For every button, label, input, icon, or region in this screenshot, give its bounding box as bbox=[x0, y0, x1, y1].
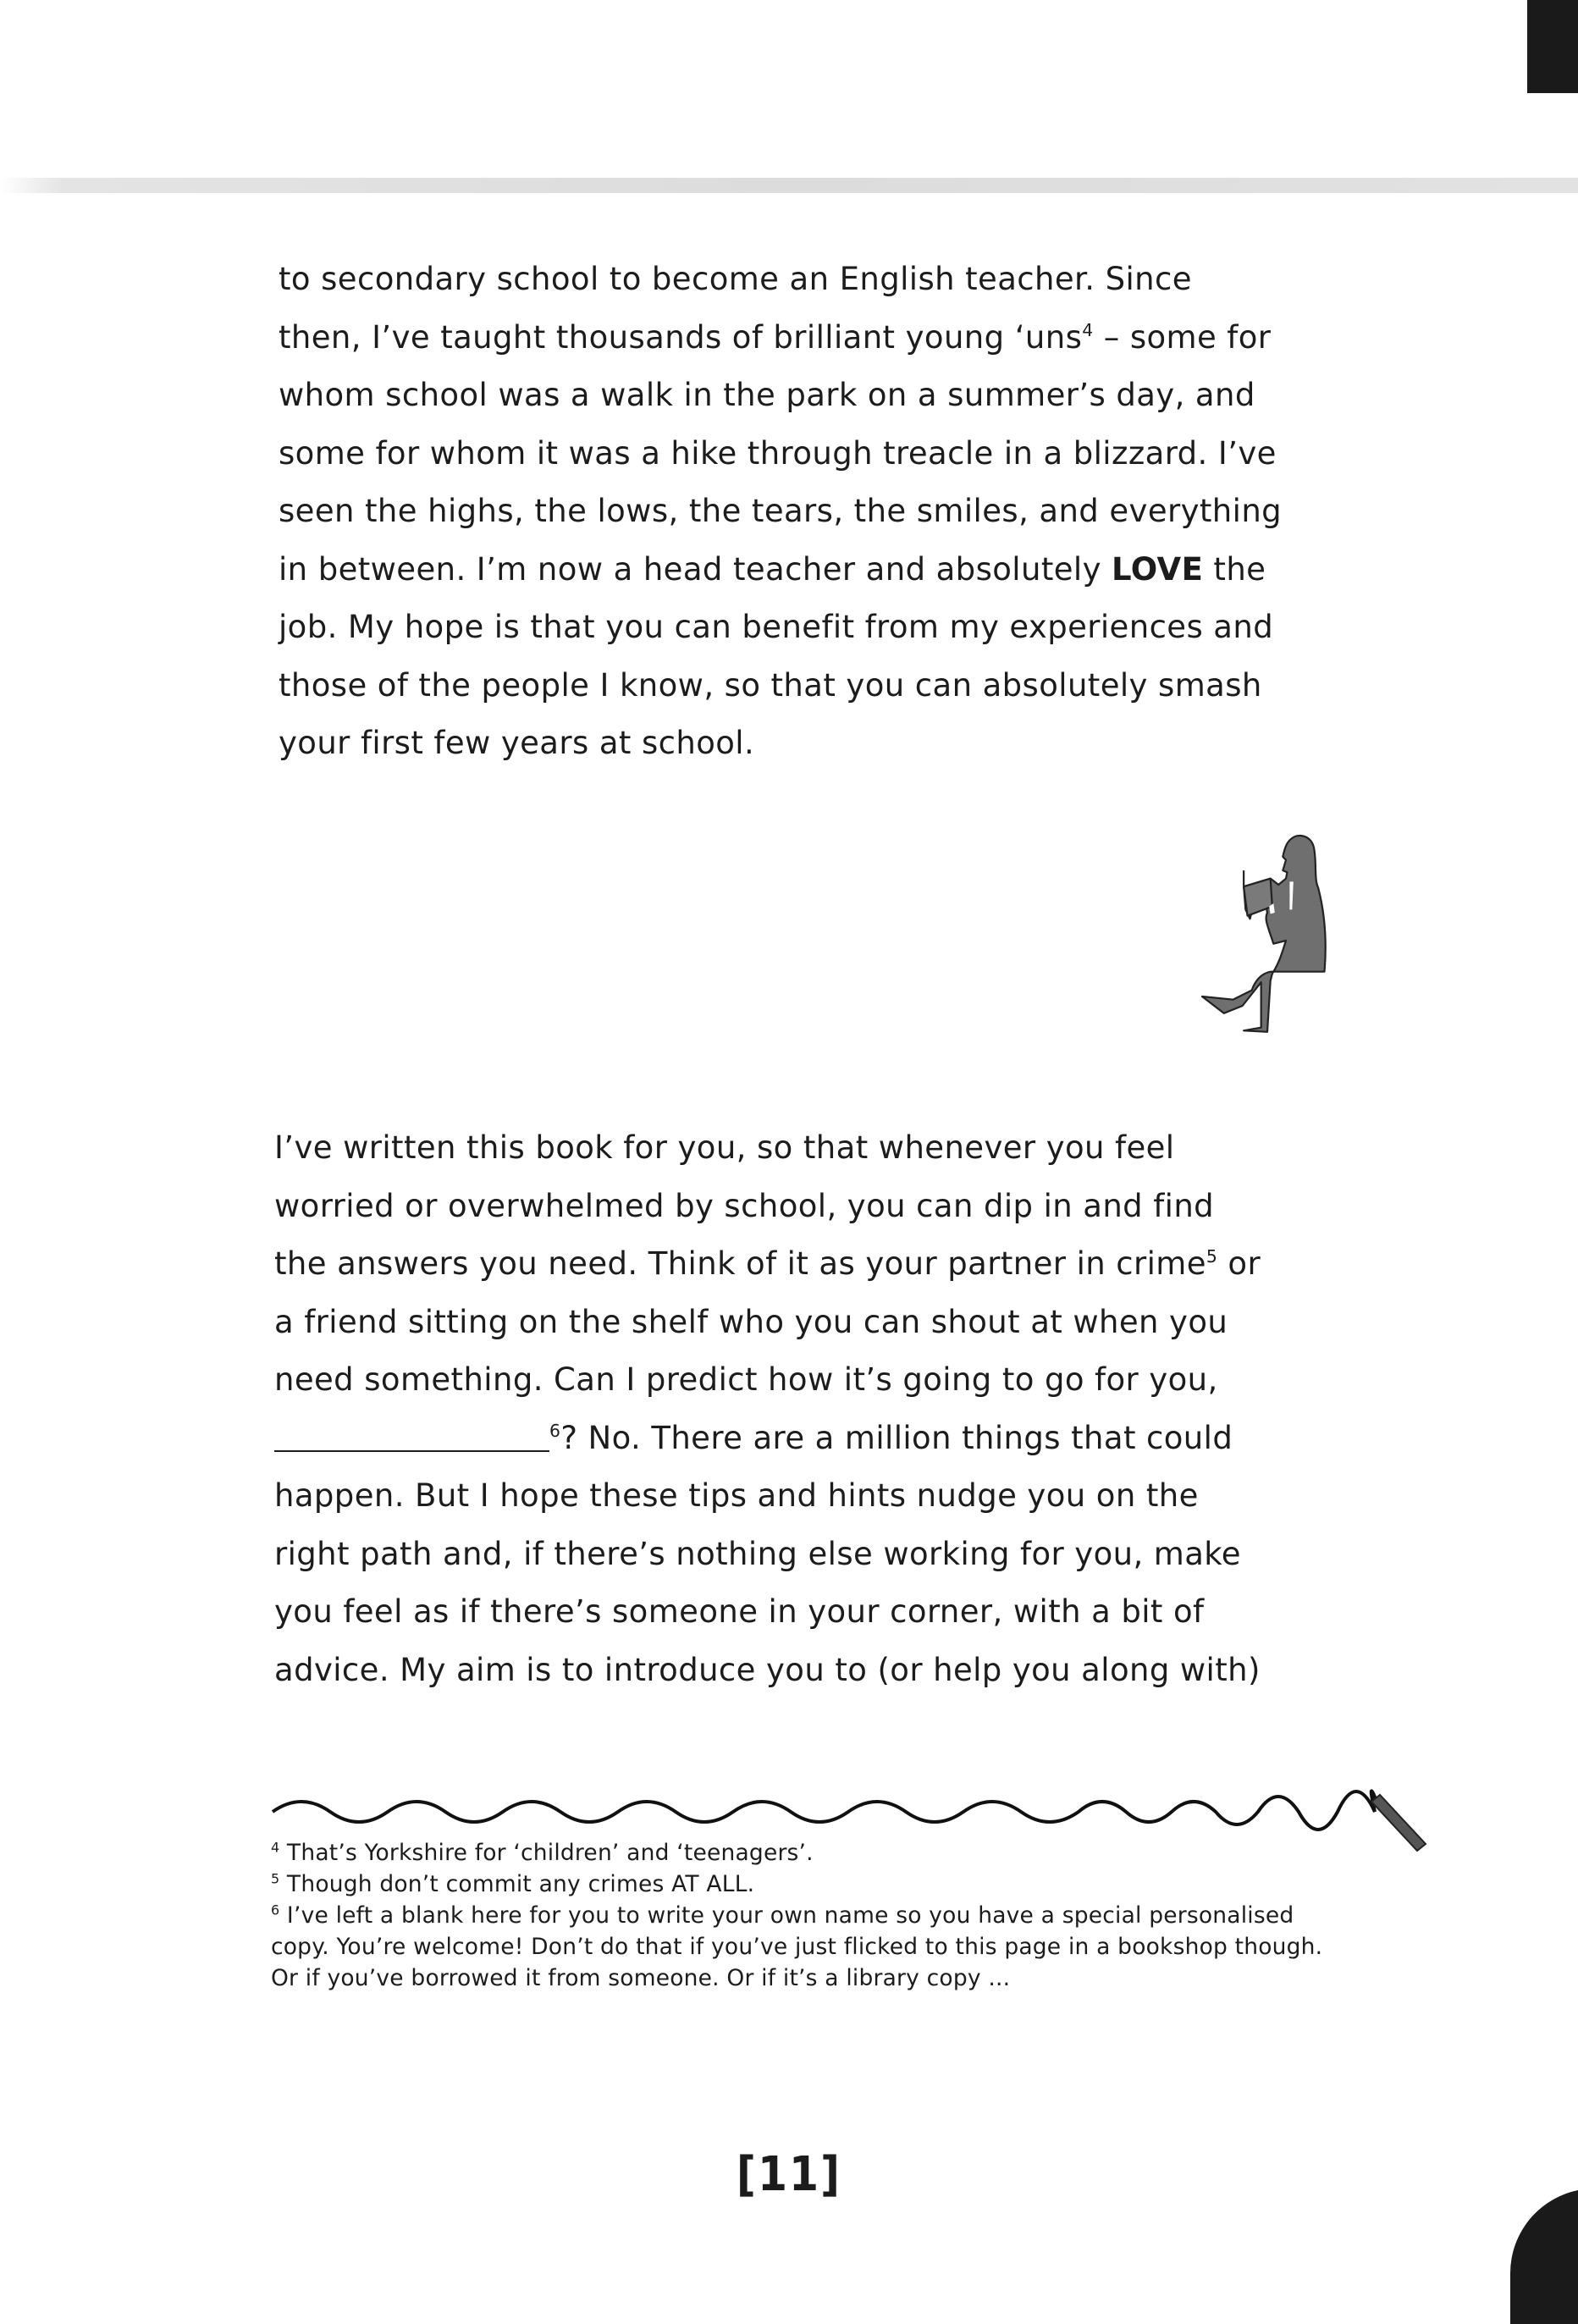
text: ? No. There are a million things that could bbox=[560, 1419, 1233, 1456]
footnote-number: 4 bbox=[271, 1839, 280, 1856]
text-line bbox=[279, 541, 1282, 599]
footnote-ref-4: 4 bbox=[1082, 319, 1094, 340]
text-line: some for whom it was a hike through treacle in a blizzard. I’ve bbox=[279, 434, 1277, 472]
text-line: to secondary school to become an English teacher. Since bbox=[279, 261, 1192, 297]
text-line: need something. Can I predict how it’s going to go for you, bbox=[274, 1361, 1218, 1398]
text-line: I’ve written this book for you, so that whenever you feel bbox=[274, 1129, 1175, 1166]
pencil-icon bbox=[1371, 1795, 1426, 1851]
text-line: happen. But I hope these tips and hints nudge you on the bbox=[274, 1477, 1199, 1514]
text-line: job. My hope is that you can benefit from my experiences and bbox=[279, 609, 1274, 645]
body-paragraph-2 bbox=[274, 1119, 1261, 1699]
emphasis-love: LOVE bbox=[1112, 550, 1204, 588]
text: the bbox=[1203, 550, 1266, 588]
footnote-number: 5 bbox=[271, 1870, 280, 1887]
footnote-text: I’ve left a blank here for you to write your own name so you have a special personalised copy. You’re welcome! Don’t do that if you’ve just flicked to this page in a bookshop though. Or if you’ve borrowed it from someone. Or if it’s a library copy ... bbox=[271, 1902, 1323, 1991]
text: then, I’ve taught thousands of brilliant young ‘uns bbox=[279, 318, 1083, 356]
text-line: a friend sitting on the shelf who you can shout at when you bbox=[274, 1303, 1228, 1340]
footnote-text: Though don’t commit any crimes AT ALL. bbox=[279, 1871, 755, 1897]
text-line bbox=[274, 1235, 1261, 1294]
text-line: your first few years at school. bbox=[279, 725, 755, 761]
page-number: [11] bbox=[736, 2147, 842, 2202]
text-line bbox=[274, 1410, 1261, 1468]
footnote-text: That’s Yorkshire for ‘children’ and ‘teenagers’. bbox=[279, 1840, 814, 1866]
text-line bbox=[279, 309, 1282, 367]
page-corner-top-right bbox=[1527, 0, 1578, 93]
scan-shadow-band bbox=[0, 178, 1578, 193]
wavy-line bbox=[273, 1791, 1376, 1830]
text: the answers you need. Think of it as your partner in crime bbox=[274, 1245, 1206, 1282]
text-line: right path and, if there’s nothing else working for you, make bbox=[274, 1535, 1241, 1572]
text-line: worried or overwhelmed by school, you can dip in and find bbox=[274, 1187, 1215, 1224]
text: or bbox=[1217, 1245, 1261, 1282]
text: in between. I’m now a head teacher and absolutely bbox=[279, 550, 1112, 588]
footnotes bbox=[271, 1837, 1329, 1994]
footnote-6 bbox=[271, 1900, 1329, 1994]
footnote-5 bbox=[271, 1869, 1329, 1900]
text-line: advice. My aim is to introduce you to (or help you along with) bbox=[274, 1651, 1261, 1688]
reading-woman-illustration bbox=[1174, 787, 1360, 1075]
text-line: whom school was a walk in the park on a summer’s day, and bbox=[279, 377, 1255, 413]
text-line: those of the people I know, so that you can absolutely smash bbox=[279, 666, 1262, 704]
name-blank-line[interactable] bbox=[274, 1416, 549, 1452]
body-paragraph-1 bbox=[279, 251, 1282, 773]
page-corner-bottom-right bbox=[1510, 2189, 1578, 2324]
text-line: seen the highs, the lows, the tears, the smiles, and everything bbox=[279, 493, 1283, 529]
footnote-4 bbox=[271, 1837, 1329, 1869]
text: – some for bbox=[1093, 318, 1272, 356]
text-line: you feel as if there’s someone in your corner, with a bit of bbox=[274, 1593, 1205, 1630]
footnote-ref-6: 6 bbox=[549, 1420, 561, 1441]
footnote-ref-5: 5 bbox=[1206, 1245, 1218, 1267]
footnote-number: 6 bbox=[271, 1902, 280, 1918]
